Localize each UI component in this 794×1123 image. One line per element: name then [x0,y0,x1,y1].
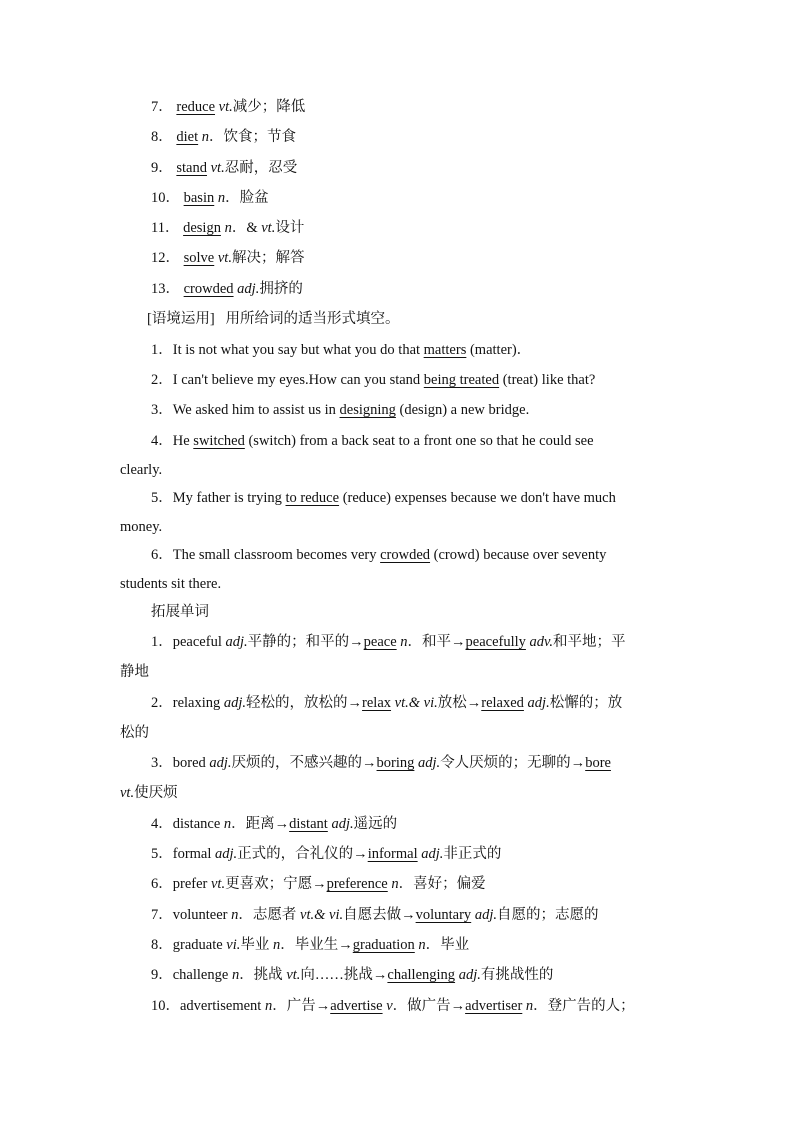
part-of-speech: n [201,129,209,145]
exercise-continuation: clearly. [120,462,163,478]
exercise-item [151,431,711,451]
ext-answer: graduation [352,937,415,953]
ext-text: ．喜好；偏爱 [398,876,486,892]
exercise-text: (switch) from a back seat to a front one so that he could see [244,433,594,449]
extended-item [151,632,711,652]
vocab-word: reduce [176,99,216,115]
item-number: 7． [151,99,173,115]
ext-text: ．做广告→ [392,998,466,1014]
vocab-item [151,97,711,117]
part-of-speech: vt. [120,785,135,801]
ext-text: 更喜欢；宁愿→ [225,876,327,892]
exercise-continuation: students sit there. [120,576,222,592]
exercise-text: (design) a new bridge. [395,402,530,418]
ext-text: ．挑战 [239,967,287,983]
part-of-speech: adv. [525,634,554,650]
part-of-speech: v [382,998,393,1014]
part-of-speech: n [414,937,426,953]
conjunction: ．& [231,220,262,236]
part-of-speech: adj. [417,846,444,862]
section-label: [语境运用] [147,311,215,327]
ext-text: ．毕业生→ [280,937,353,953]
extended-item [151,874,711,894]
ext-answer: advertiser [465,998,523,1014]
part-of-speech: adj. [237,281,260,297]
part-of-speech: adj. [455,967,481,983]
part-of-speech: vt. [217,250,232,266]
exercise-answer: to reduce [285,490,340,506]
part-of-speech: n [231,967,240,983]
ext-text: 毕业 [240,937,274,953]
vocab-item [151,248,711,268]
exercise-text: (matter)． [466,342,532,358]
ext-text: 1．peaceful [151,634,226,650]
vocab-meaning: 减少；降低 [232,99,306,115]
vocab-word: design [183,220,221,236]
ext-text: 放松→ [437,695,482,711]
item-number: 4． [151,433,173,449]
exercise-continuation: money. [120,519,163,535]
ext-text: 松懈的；放 [549,695,623,711]
vocab-item [151,188,711,208]
item-number: 1． [151,342,173,358]
exercise-answer: switched [193,433,245,449]
vocab-word: diet [176,129,199,145]
part-of-speech: vt.& vi. [391,695,438,711]
part-of-speech: n [273,937,281,953]
part-of-speech: vi. [226,937,241,953]
extended-item [151,935,711,955]
ext-text: 10．advertisement [151,998,265,1014]
ext-answer: challenging [387,967,456,983]
exercise-item [151,545,711,565]
extended-continuation: 松的 [120,725,149,741]
vocab-word: solve [183,250,215,266]
exercise-text: My father is trying [172,490,286,506]
item-number: 9． [151,160,173,176]
part-of-speech: n [264,998,273,1014]
item-number: 11． [151,220,180,236]
part-of-speech: n [231,907,239,923]
vocab-meaning: 设计 [275,220,305,236]
exercise-item [151,400,711,420]
ext-text: ．和平→ [407,634,466,650]
ext-answer: preference [326,876,388,892]
part-of-speech: vt. [210,876,226,892]
part-of-speech: vt. [218,99,233,115]
ext-answer: bore [585,755,611,771]
exercise-text: It is not what you say but what you do that [172,342,424,358]
ext-text: 6．prefer [151,876,211,892]
ext-answer: advertise [330,998,383,1014]
item-number: 3． [151,402,173,418]
vocab-item [151,127,711,147]
vocab-item [151,279,711,299]
ext-answer: voluntary [415,907,472,923]
ext-text: 自愿的；志愿的 [496,907,599,923]
ext-text: 2．relaxing [151,695,224,711]
ext-answer: informal [367,846,418,862]
section-instruction: 用所给词的适当形式填空。 [225,311,400,327]
ext-answer: relaxed [481,695,524,711]
exercise-item [151,340,711,360]
vocab-item [151,218,711,238]
ext-text: 使厌烦 [134,785,178,801]
extended-item [151,844,711,864]
exercise-answer: being treated [423,372,500,388]
ext-text: 8．graduate [151,937,227,953]
part-of-speech: vt. [210,160,225,176]
ext-text: ．志愿者 [238,907,301,923]
item-number: 12． [151,250,180,266]
extended-item [151,693,711,713]
part-of-speech: adj. [414,755,441,771]
exercise-text: The small classroom becomes very [172,547,381,563]
part-of-speech: n [217,190,226,206]
vocab-word: crowded [183,281,234,297]
ext-text: 7．volunteer [151,907,232,923]
ext-text: 向……挑战→ [300,967,388,983]
vocab-item [151,158,711,178]
exercise-item [151,488,711,508]
ext-answer: peace [363,634,397,650]
ext-text: ．距离→ [231,816,290,832]
exercise-text: He [172,433,194,449]
extended-item [151,905,711,925]
vocab-meaning: 忍耐，忍受 [224,160,298,176]
ext-text: 自愿去做→ [343,907,416,923]
ext-text: 轻松的，放松的→ [246,695,363,711]
part-of-speech: vt. [261,220,276,236]
ext-text: 5．formal [151,846,216,862]
ext-text: ．广告→ [272,998,331,1014]
ext-text: 令人厌烦的；无聊的→ [440,755,586,771]
part-of-speech: adj. [471,907,497,923]
extended-item [151,814,711,834]
ext-answer: relax [362,695,392,711]
section-heading-context [147,309,707,329]
ext-text: 正式的，合礼仪的→ [237,846,368,862]
vocab-word: basin [183,190,215,206]
vocab-meaning: ．饮食；节食 [209,129,296,145]
ext-text: 非正式的 [443,846,502,862]
part-of-speech: n [224,220,232,236]
item-number: 5． [151,490,173,506]
item-number: 13． [151,281,180,297]
exercise-item [151,370,711,390]
ext-text: 平静的；和平的→ [247,634,364,650]
vocab-meaning: 拥挤的 [259,281,303,297]
exercise-text: (treat) like that? [499,372,596,388]
exercise-text: (crowd) because over seventy [430,547,607,563]
ext-text: 和平地；平 [553,634,626,650]
part-of-speech: adj. [223,695,247,711]
ext-answer: peacefully [465,634,526,650]
exercise-answer: matters [423,342,467,358]
part-of-speech: n [396,634,408,650]
item-number: 2． [151,372,173,388]
part-of-speech: n [387,876,399,892]
part-of-speech: n [223,816,232,832]
section-heading-extend: 拓展单词 [151,604,209,620]
item-number: 10． [151,190,180,206]
part-of-speech: adj. [215,846,238,862]
ext-text: 厌烦的，不感兴趣的→ [231,755,377,771]
exercise-answer: crowded [380,547,431,563]
ext-answer: boring [376,755,415,771]
item-number: 6． [151,547,173,563]
part-of-speech: vt. [286,967,301,983]
part-of-speech: adj. [523,695,550,711]
item-number: 8． [151,129,173,145]
part-of-speech: adj. [327,816,354,832]
exercise-text: (reduce) expenses because we don't have much [339,490,616,506]
extended-item [151,965,711,985]
part-of-speech: adj. [209,755,232,771]
extended-continuation: 静地 [120,664,149,680]
vocab-meaning: ．脸盆 [225,190,269,206]
ext-text: 3．bored [151,755,210,771]
part-of-speech: vt.& vi. [300,907,344,923]
exercise-text: I can't believe my eyes.How can you stand [172,372,424,388]
ext-text: 有挑战性的 [480,967,554,983]
ext-text: ．登广告的人； [533,998,635,1014]
vocab-meaning: 解决；解答 [231,250,305,266]
ext-text: 9．challenge [151,967,232,983]
part-of-speech: adj. [225,634,248,650]
exercise-text: We asked him to assist us in [172,402,340,418]
extended-continuation [120,783,680,803]
extended-item [151,996,681,1016]
ext-text: 4．distance [151,816,224,832]
ext-text: ．毕业 [425,937,470,953]
ext-text: 遥远的 [353,816,398,832]
ext-answer: distant [289,816,328,832]
part-of-speech: n [522,998,534,1014]
vocab-word: stand [176,160,207,176]
extended-item [151,753,711,773]
exercise-answer: designing [339,402,396,418]
